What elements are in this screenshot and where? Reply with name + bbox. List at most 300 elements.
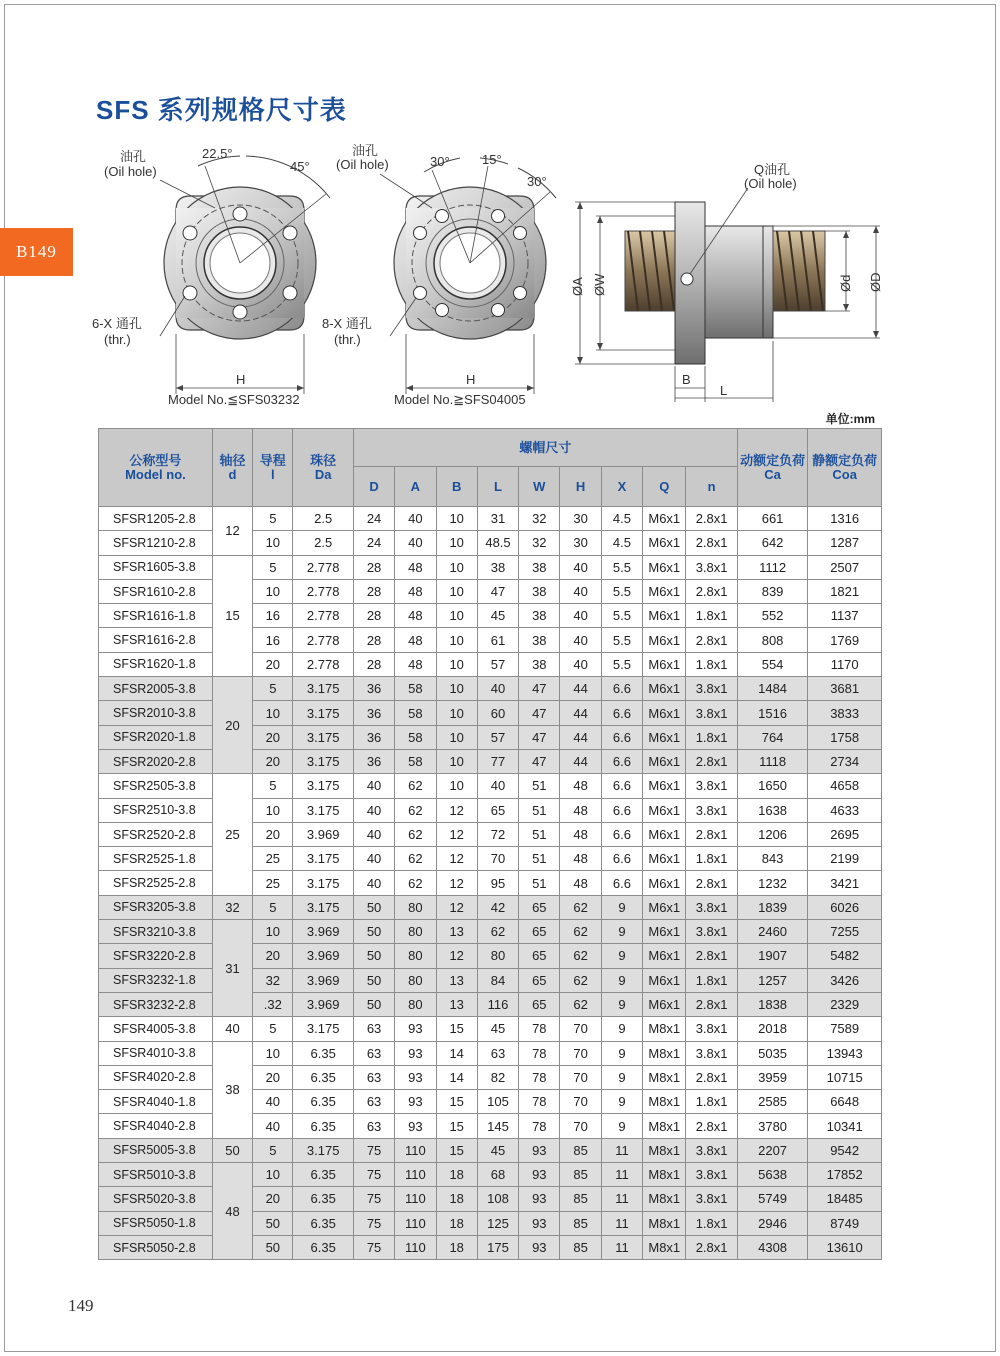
table-row <box>99 555 882 579</box>
value-cell: M6x1 <box>643 652 686 676</box>
header-shaft: 轴径 d <box>212 429 252 507</box>
value-cell: 2946 <box>737 1211 808 1235</box>
shaft-diameter-cell: 15 <box>212 555 252 676</box>
model-cell: SFSR1610-2.8 <box>99 579 213 603</box>
value-cell: 40 <box>353 774 394 798</box>
value-cell: 51 <box>519 871 560 895</box>
page-number: 149 <box>68 1296 94 1315</box>
value-cell: 10 <box>436 725 477 749</box>
value-cell: 2.5 <box>293 531 353 555</box>
value-cell: 3.175 <box>293 895 353 919</box>
value-cell: 62 <box>477 920 518 944</box>
value-cell: 40 <box>253 1090 293 1114</box>
value-cell: 2.8x1 <box>686 871 737 895</box>
value-cell: M6x1 <box>643 677 686 701</box>
value-cell: 110 <box>395 1163 436 1187</box>
value-cell: 3.969 <box>293 944 353 968</box>
value-cell: M6x1 <box>643 628 686 652</box>
value-cell: 28 <box>353 628 394 652</box>
value-cell: 44 <box>560 725 601 749</box>
value-cell: 2585 <box>737 1090 808 1114</box>
shaft-diameter-cell: 20 <box>212 677 252 774</box>
value-cell: M8x1 <box>643 1114 686 1138</box>
value-cell: 116 <box>477 992 518 1016</box>
technical-drawings <box>80 136 920 416</box>
value-cell: 1516 <box>737 701 808 725</box>
value-cell: M6x1 <box>643 847 686 871</box>
value-cell: 50 <box>353 944 394 968</box>
value-cell: 48 <box>560 847 601 871</box>
dimension-label: ØD <box>868 272 883 292</box>
model-cell: SFSR1205-2.8 <box>99 507 213 531</box>
value-cell: 40 <box>353 822 394 846</box>
value-cell: M6x1 <box>643 555 686 579</box>
model-cell: SFSR3232-2.8 <box>99 992 213 1016</box>
value-cell: 93 <box>519 1163 560 1187</box>
value-cell: 6.35 <box>293 1163 353 1187</box>
table-row <box>99 677 882 701</box>
value-cell: 25 <box>253 871 293 895</box>
value-cell: 38 <box>519 604 560 628</box>
value-cell: 2.8x1 <box>686 1065 737 1089</box>
value-cell: M6x1 <box>643 604 686 628</box>
value-cell: 10 <box>253 920 293 944</box>
value-cell: 2695 <box>808 822 882 846</box>
value-cell: 1638 <box>737 798 808 822</box>
value-cell: 63 <box>353 1017 394 1041</box>
value-cell: 2.8x1 <box>686 992 737 1016</box>
value-cell: 3.969 <box>293 920 353 944</box>
value-cell: M6x1 <box>643 822 686 846</box>
value-cell: 3.969 <box>293 968 353 992</box>
model-cell: SFSR2505-3.8 <box>99 774 213 798</box>
value-cell: 1112 <box>737 555 808 579</box>
value-cell: 4.5 <box>601 531 642 555</box>
value-cell: M6x1 <box>643 871 686 895</box>
model-cell: SFSR4020-2.8 <box>99 1065 213 1089</box>
value-cell: 40 <box>353 847 394 871</box>
value-cell: 93 <box>395 1090 436 1114</box>
value-cell: 6.6 <box>601 871 642 895</box>
value-cell: 9 <box>601 895 642 919</box>
dimension-label: L <box>720 383 728 398</box>
value-cell: 10 <box>253 798 293 822</box>
value-cell: 93 <box>395 1065 436 1089</box>
value-cell: 40 <box>560 604 601 628</box>
value-cell: 1.8x1 <box>686 847 737 871</box>
value-cell: 1650 <box>737 774 808 798</box>
value-cell: 62 <box>560 920 601 944</box>
model-cell: SFSR2520-2.8 <box>99 822 213 846</box>
value-cell: 125 <box>477 1211 518 1235</box>
value-cell: 6648 <box>808 1090 882 1114</box>
value-cell: 9 <box>601 992 642 1016</box>
value-cell: 10 <box>436 677 477 701</box>
value-cell: 3.8x1 <box>686 1187 737 1211</box>
value-cell: 80 <box>477 944 518 968</box>
value-cell: 6.6 <box>601 749 642 773</box>
value-cell: 3.8x1 <box>686 1041 737 1065</box>
value-cell: 65 <box>519 944 560 968</box>
value-cell: 38 <box>519 652 560 676</box>
value-cell: 28 <box>353 652 394 676</box>
header-col: D <box>353 467 394 507</box>
value-cell: 10 <box>436 701 477 725</box>
model-cell: SFSR3210-3.8 <box>99 920 213 944</box>
value-cell: 3.175 <box>293 749 353 773</box>
value-cell: 20 <box>253 725 293 749</box>
model-cell: SFSR5050-1.8 <box>99 1211 213 1235</box>
value-cell: 84 <box>477 968 518 992</box>
value-cell: 1257 <box>737 968 808 992</box>
header-dynamic-load: 动额定负荷 Ca <box>737 429 808 507</box>
value-cell: M6x1 <box>643 895 686 919</box>
value-cell: 42 <box>477 895 518 919</box>
value-cell: 75 <box>353 1138 394 1162</box>
shaft-diameter-cell: 38 <box>212 1041 252 1138</box>
value-cell: M8x1 <box>643 1187 686 1211</box>
value-cell: 38 <box>519 579 560 603</box>
value-cell: M6x1 <box>643 920 686 944</box>
header-col: Q <box>643 467 686 507</box>
value-cell: 3.8x1 <box>686 677 737 701</box>
table-row <box>99 1017 882 1041</box>
value-cell: 3.175 <box>293 725 353 749</box>
value-cell: 80 <box>395 992 436 1016</box>
value-cell: 78 <box>519 1065 560 1089</box>
value-cell: 12 <box>436 944 477 968</box>
value-cell: 11 <box>601 1235 642 1259</box>
value-cell: 70 <box>560 1017 601 1041</box>
value-cell: 45 <box>477 604 518 628</box>
value-cell: 2.8x1 <box>686 628 737 652</box>
value-cell: 2.778 <box>293 555 353 579</box>
value-cell: M6x1 <box>643 507 686 531</box>
value-cell: 40 <box>253 1114 293 1138</box>
value-cell: 80 <box>395 920 436 944</box>
value-cell: 47 <box>519 725 560 749</box>
value-cell: 45 <box>477 1017 518 1041</box>
value-cell: 15 <box>436 1017 477 1041</box>
value-cell: 110 <box>395 1187 436 1211</box>
value-cell: 1821 <box>808 579 882 603</box>
header-col: n <box>686 467 737 507</box>
value-cell: 85 <box>560 1187 601 1211</box>
value-cell: 40 <box>560 628 601 652</box>
value-cell: 13 <box>436 992 477 1016</box>
value-cell: 10 <box>253 1041 293 1065</box>
value-cell: 10 <box>436 749 477 773</box>
value-cell: 9 <box>601 1041 642 1065</box>
value-cell: M6x1 <box>643 798 686 822</box>
model-cell: SFSR5005-3.8 <box>99 1138 213 1162</box>
value-cell: 2734 <box>808 749 882 773</box>
value-cell: 62 <box>560 992 601 1016</box>
value-cell: 3833 <box>808 701 882 725</box>
value-cell: 6.35 <box>293 1090 353 1114</box>
value-cell: 93 <box>519 1138 560 1162</box>
value-cell: 5 <box>253 555 293 579</box>
value-cell: 40 <box>477 677 518 701</box>
value-cell: 661 <box>737 507 808 531</box>
value-cell: 175 <box>477 1235 518 1259</box>
value-cell: 48.5 <box>477 531 518 555</box>
value-cell: 6.6 <box>601 774 642 798</box>
value-cell: 9542 <box>808 1138 882 1162</box>
oil-hole-label: 油孔 <box>352 143 379 158</box>
value-cell: 40 <box>560 652 601 676</box>
dimension-label: H <box>236 372 246 387</box>
value-cell: 13 <box>436 968 477 992</box>
value-cell: M8x1 <box>643 1235 686 1259</box>
header-col: H <box>560 467 601 507</box>
value-cell: 105 <box>477 1090 518 1114</box>
header-col: X <box>601 467 642 507</box>
value-cell: 2199 <box>808 847 882 871</box>
value-cell: 3.175 <box>293 871 353 895</box>
value-cell: 62 <box>560 968 601 992</box>
value-cell: 10 <box>253 531 293 555</box>
value-cell: 9 <box>601 968 642 992</box>
dimension-label: Ød <box>838 274 853 292</box>
value-cell: 20 <box>253 1065 293 1089</box>
value-cell: 93 <box>519 1235 560 1259</box>
value-cell: 24 <box>353 531 394 555</box>
value-cell: 63 <box>477 1041 518 1065</box>
value-cell: 51 <box>519 774 560 798</box>
value-cell: 9 <box>601 944 642 968</box>
value-cell: 3.969 <box>293 992 353 1016</box>
model-cell: SFSR2525-2.8 <box>99 871 213 895</box>
value-cell: 10 <box>436 579 477 603</box>
angle-label: 30° <box>430 154 450 169</box>
value-cell: 16 <box>253 604 293 628</box>
value-cell: 65 <box>477 798 518 822</box>
oil-hole-label: 油孔 <box>120 149 147 164</box>
table-row <box>99 1163 882 1187</box>
value-cell: 51 <box>519 847 560 871</box>
value-cell: 4658 <box>808 774 882 798</box>
table-row <box>99 895 882 919</box>
value-cell: 6.6 <box>601 677 642 701</box>
dimension-label: ØW <box>592 273 607 296</box>
value-cell: M6x1 <box>643 725 686 749</box>
value-cell: M8x1 <box>643 1017 686 1041</box>
value-cell: 38 <box>477 555 518 579</box>
value-cell: 44 <box>560 677 601 701</box>
value-cell: 1.8x1 <box>686 604 737 628</box>
model-cell: SFSR2525-1.8 <box>99 847 213 871</box>
value-cell: 65 <box>519 968 560 992</box>
value-cell: 36 <box>353 749 394 773</box>
value-cell: 2.8x1 <box>686 531 737 555</box>
value-cell: 6.6 <box>601 847 642 871</box>
value-cell: 14 <box>436 1041 477 1065</box>
value-cell: 5638 <box>737 1163 808 1187</box>
value-cell: 2.8x1 <box>686 749 737 773</box>
value-cell: 5482 <box>808 944 882 968</box>
value-cell: 10 <box>436 531 477 555</box>
value-cell: 1206 <box>737 822 808 846</box>
value-cell: 11 <box>601 1163 642 1187</box>
header-col: L <box>477 467 518 507</box>
shaft-diameter-cell: 32 <box>212 895 252 919</box>
value-cell: 48 <box>395 628 436 652</box>
value-cell: 9 <box>601 1114 642 1138</box>
value-cell: 63 <box>353 1041 394 1065</box>
value-cell: 1137 <box>808 604 882 628</box>
value-cell: 2.8x1 <box>686 1235 737 1259</box>
value-cell: 1316 <box>808 507 882 531</box>
value-cell: 10 <box>253 1163 293 1187</box>
value-cell: 70 <box>560 1114 601 1138</box>
value-cell: 50 <box>353 968 394 992</box>
value-cell: 40 <box>477 774 518 798</box>
model-note: Model No.≦SFS03232 <box>168 392 300 407</box>
value-cell: M8x1 <box>643 1090 686 1114</box>
model-note: Model No.≧SFS04005 <box>394 392 526 407</box>
value-cell: M8x1 <box>643 1065 686 1089</box>
value-cell: 110 <box>395 1211 436 1235</box>
value-cell: 28 <box>353 604 394 628</box>
header-col: A <box>395 467 436 507</box>
value-cell: 48 <box>395 555 436 579</box>
side-view-drawing <box>570 162 883 402</box>
value-cell: 38 <box>519 628 560 652</box>
model-cell: SFSR1620-1.8 <box>99 652 213 676</box>
value-cell: 1484 <box>737 677 808 701</box>
value-cell: 12 <box>436 895 477 919</box>
value-cell: 11 <box>601 1211 642 1235</box>
value-cell: 3.175 <box>293 701 353 725</box>
value-cell: 12 <box>436 798 477 822</box>
value-cell: 6.35 <box>293 1211 353 1235</box>
value-cell: 1287 <box>808 531 882 555</box>
table-row <box>99 920 882 944</box>
value-cell: 3.8x1 <box>686 1138 737 1162</box>
value-cell: 50 <box>253 1235 293 1259</box>
value-cell: 3426 <box>808 968 882 992</box>
value-cell: 62 <box>395 798 436 822</box>
value-cell: 18 <box>436 1163 477 1187</box>
value-cell: 58 <box>395 725 436 749</box>
value-cell: 18 <box>436 1187 477 1211</box>
value-cell: 13943 <box>808 1041 882 1065</box>
header-col: W <box>519 467 560 507</box>
model-cell: SFSR5010-3.8 <box>99 1163 213 1187</box>
value-cell: 552 <box>737 604 808 628</box>
value-cell: 77 <box>477 749 518 773</box>
value-cell: 75 <box>353 1163 394 1187</box>
value-cell: 32 <box>519 531 560 555</box>
value-cell: 554 <box>737 652 808 676</box>
value-cell: 10 <box>436 774 477 798</box>
value-cell: 4308 <box>737 1235 808 1259</box>
value-cell: M8x1 <box>643 1041 686 1065</box>
model-cell: SFSR3232-1.8 <box>99 968 213 992</box>
value-cell: 7255 <box>808 920 882 944</box>
value-cell: 80 <box>395 895 436 919</box>
value-cell: 3421 <box>808 871 882 895</box>
value-cell: 47 <box>519 701 560 725</box>
header-static-load: 静额定负荷 Coa <box>808 429 882 507</box>
value-cell: 75 <box>353 1187 394 1211</box>
value-cell: 2.778 <box>293 579 353 603</box>
value-cell: 36 <box>353 701 394 725</box>
value-cell: 65 <box>519 895 560 919</box>
value-cell: 95 <box>477 871 518 895</box>
value-cell: 3.175 <box>293 774 353 798</box>
value-cell: 3.175 <box>293 1017 353 1041</box>
value-cell: 36 <box>353 677 394 701</box>
shaft-diameter-cell: 12 <box>212 507 252 556</box>
value-cell: 808 <box>737 628 808 652</box>
value-cell: 17852 <box>808 1163 882 1187</box>
value-cell: 10715 <box>808 1065 882 1089</box>
value-cell: M8x1 <box>643 1211 686 1235</box>
value-cell: 3.8x1 <box>686 701 737 725</box>
value-cell: 36 <box>353 725 394 749</box>
model-cell: SFSR2510-3.8 <box>99 798 213 822</box>
value-cell: 57 <box>477 652 518 676</box>
value-cell: 764 <box>737 725 808 749</box>
value-cell: 45 <box>477 1138 518 1162</box>
model-cell: SFSR4040-1.8 <box>99 1090 213 1114</box>
value-cell: M8x1 <box>643 1138 686 1162</box>
model-cell: SFSR4010-3.8 <box>99 1041 213 1065</box>
model-cell: SFSR3220-2.8 <box>99 944 213 968</box>
value-cell: 10 <box>436 604 477 628</box>
value-cell: 70 <box>560 1090 601 1114</box>
value-cell: 1838 <box>737 992 808 1016</box>
value-cell: 62 <box>395 847 436 871</box>
value-cell: 6.35 <box>293 1041 353 1065</box>
value-cell: 40 <box>560 579 601 603</box>
value-cell: 1.8x1 <box>686 968 737 992</box>
value-cell: 9 <box>601 1017 642 1041</box>
dimension-label: ØA <box>570 277 585 296</box>
value-cell: 6.6 <box>601 822 642 846</box>
model-cell: SFSR3205-3.8 <box>99 895 213 919</box>
value-cell: 9 <box>601 1090 642 1114</box>
holes-label: (thr.) <box>334 332 361 347</box>
value-cell: 15 <box>436 1090 477 1114</box>
value-cell: 85 <box>560 1163 601 1187</box>
value-cell: 3.175 <box>293 677 353 701</box>
value-cell: 3681 <box>808 677 882 701</box>
value-cell: 85 <box>560 1235 601 1259</box>
value-cell: 50 <box>353 895 394 919</box>
value-cell: 68 <box>477 1163 518 1187</box>
value-cell: 3959 <box>737 1065 808 1089</box>
value-cell: 13 <box>436 920 477 944</box>
value-cell: 5 <box>253 677 293 701</box>
value-cell: 9 <box>601 920 642 944</box>
value-cell: 839 <box>737 579 808 603</box>
value-cell: 2.5 <box>293 507 353 531</box>
oil-hole-label: (Oil hole) <box>744 176 797 191</box>
value-cell: 2.778 <box>293 652 353 676</box>
value-cell: 110 <box>395 1235 436 1259</box>
table-row <box>99 774 882 798</box>
value-cell: 10341 <box>808 1114 882 1138</box>
value-cell: 93 <box>395 1041 436 1065</box>
value-cell: 3.175 <box>293 1138 353 1162</box>
value-cell: 20 <box>253 1187 293 1211</box>
value-cell: 40 <box>353 798 394 822</box>
value-cell: 30 <box>560 531 601 555</box>
header-ball: 珠径 Da <box>293 429 353 507</box>
